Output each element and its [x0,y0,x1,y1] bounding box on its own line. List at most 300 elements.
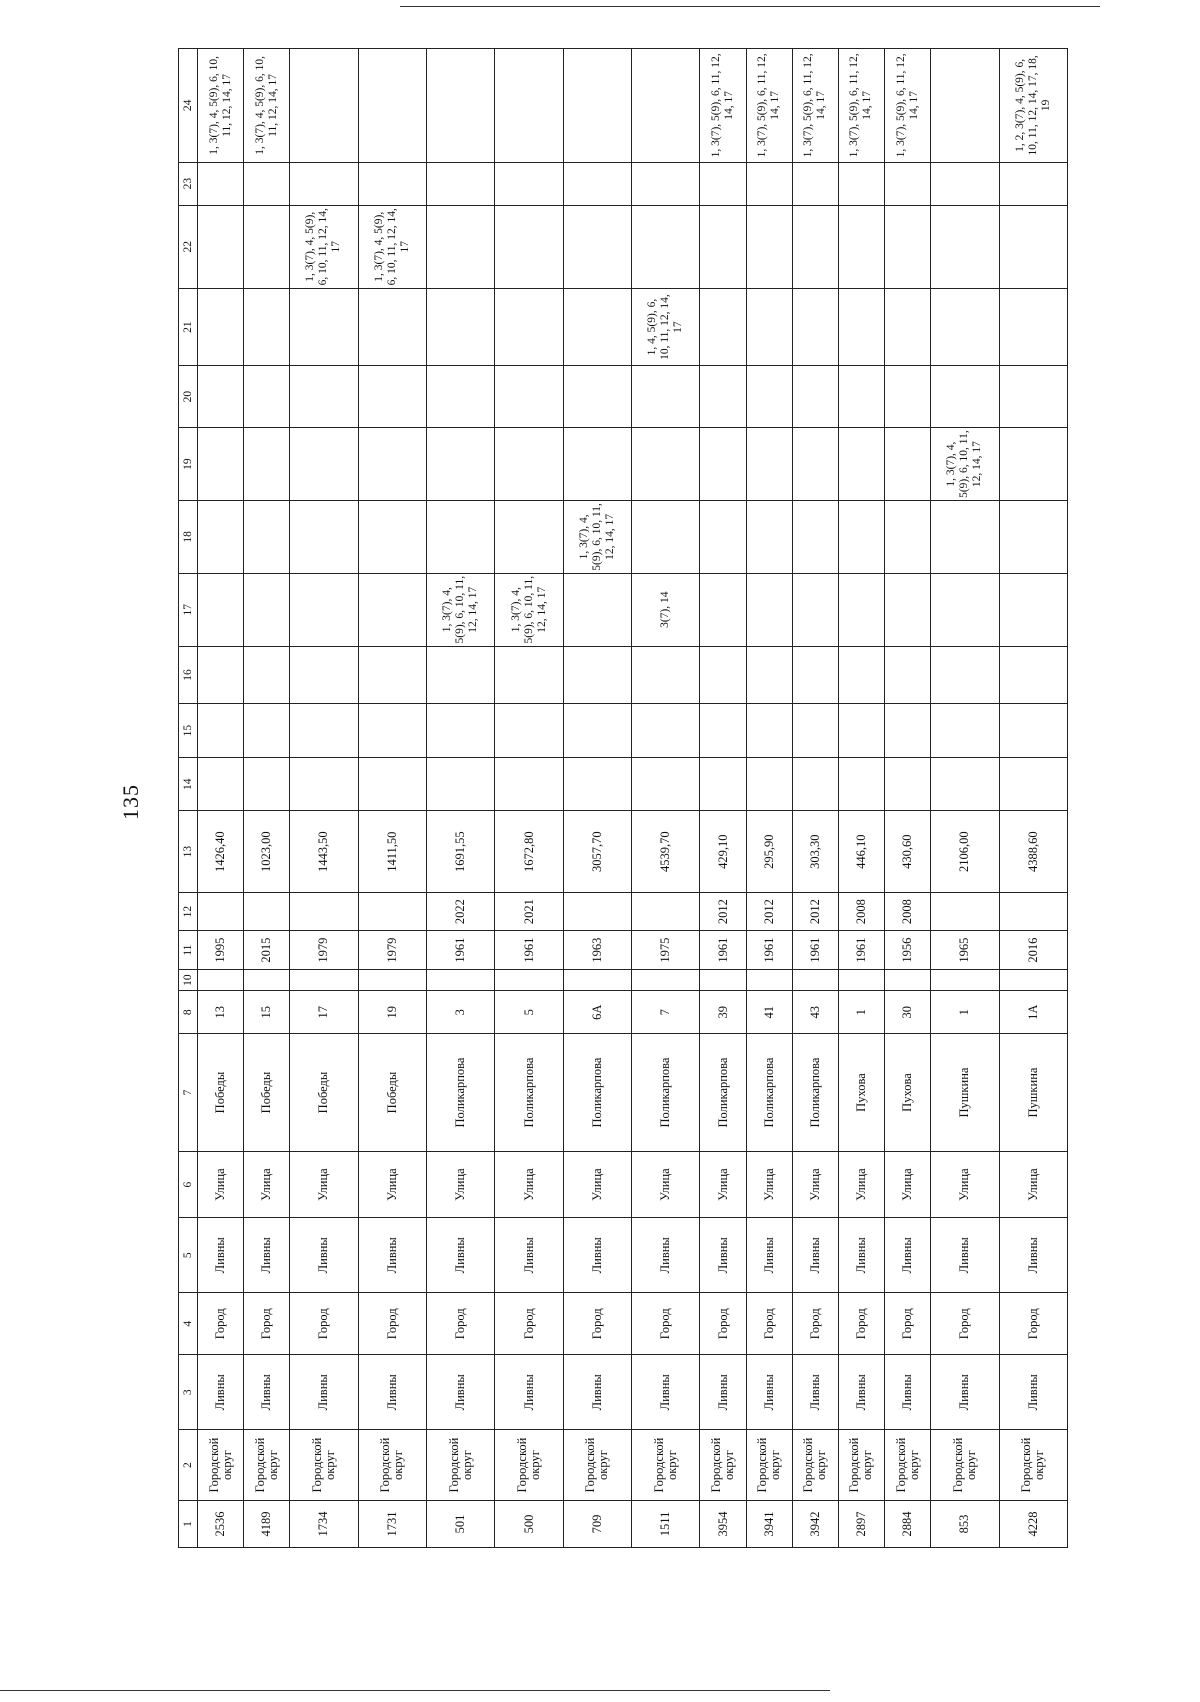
table-cell-col-7: Поликарпова [427,1034,495,1152]
table-cell-col-8: 5 [495,991,563,1034]
table-cell-col-17 [746,573,792,646]
table-cell-col-21 [495,289,563,366]
table-row [290,49,358,1548]
table-cell-col-19: 1, 3(7), 4, 5(9), 6, 10, 11, 12, 14, 17 [931,428,999,501]
table-cell-col-6: Улица [792,1151,838,1217]
table-cell-col-18 [198,501,244,574]
table-cell-col-21 [700,289,746,366]
table-cell-col-3: Ливны [198,1355,244,1430]
table-cell-col-14 [700,757,746,811]
table-cell-col-18 [495,501,563,574]
table-cell-col-11: 1961 [838,931,884,970]
table-cell-col-24 [931,49,999,163]
table-cell-col-18 [700,501,746,574]
table-cell-col-1: 1511 [632,1500,700,1547]
table-cell-col-22 [792,205,838,289]
table-cell-col-2: Городской округ [746,1430,792,1501]
table-cell-col-13: 1411,50 [358,811,426,892]
table-cell-col-8: 13 [198,991,244,1034]
table-cell-col-7: Победы [244,1034,290,1152]
column-header-10: 10 [179,969,198,990]
table-cell-col-23 [495,162,563,205]
table-cell-col-23 [792,162,838,205]
table-cell-col-24: 1, 3(7), 5(9), 6, 11, 12, 14, 17 [885,49,931,163]
table-row [885,49,931,1548]
table-cell-col-13: 446,10 [838,811,884,892]
table-cell-col-23 [746,162,792,205]
table-cell-col-1: 2536 [198,1500,244,1547]
table-cell-col-15 [290,704,358,758]
table-cell-col-6: Улица [999,1151,1068,1217]
table-cell-col-3: Ливны [632,1355,700,1430]
table-cell-col-3: Ливны [885,1355,931,1430]
table-cell-col-24: 1, 3(7), 5(9), 6, 11, 12, 14, 17 [700,49,746,163]
table-cell-col-6: Улица [358,1151,426,1217]
table-cell-col-8: 1 [931,991,999,1034]
table-cell-col-16 [931,646,999,704]
table-cell-col-16 [999,646,1068,704]
table-cell-col-15 [999,704,1068,758]
table-cell-col-17 [999,573,1068,646]
table-cell-col-18 [885,501,931,574]
table-cell-col-1: 3954 [700,1500,746,1547]
table-cell-col-8: 15 [244,991,290,1034]
table-cell-col-12: 2012 [700,892,746,931]
table-row [358,49,426,1548]
table-cell-col-13: 295,90 [746,811,792,892]
table-cell-col-2: Городской округ [563,1430,631,1501]
table-cell-col-16 [244,646,290,704]
table-cell-col-11: 2016 [999,931,1068,970]
table-cell-col-11: 1963 [563,931,631,970]
table-cell-col-10 [999,969,1068,990]
table-cell-col-1: 2897 [838,1500,884,1547]
table-cell-col-7: Поликарпова [563,1034,631,1152]
column-header-22: 22 [179,205,198,289]
table-cell-col-10 [563,969,631,990]
column-header-23: 23 [179,162,198,205]
table-cell-col-5: Ливны [358,1218,426,1293]
table-cell-col-21 [290,289,358,366]
table-cell-col-16 [885,646,931,704]
table-cell-col-23 [885,162,931,205]
table-cell-col-15 [700,704,746,758]
table-cell-col-23 [358,162,426,205]
table-cell-col-18 [838,501,884,574]
table-cell-col-4: Город [563,1293,631,1355]
table-cell-col-4: Город [198,1293,244,1355]
table-cell-col-24 [290,49,358,163]
table-cell-col-8: 1А [999,991,1068,1034]
table-cell-col-16 [632,646,700,704]
column-header-20: 20 [179,366,198,428]
table-cell-col-16 [290,646,358,704]
table-cell-col-10 [885,969,931,990]
table-cell-col-10 [700,969,746,990]
table-cell-col-3: Ливны [495,1355,563,1430]
table-cell-col-8: 6А [563,991,631,1034]
table-cell-col-3: Ливны [746,1355,792,1430]
table-cell-col-11: 1961 [427,931,495,970]
table-cell-col-12 [290,892,358,931]
table-cell-col-21 [244,289,290,366]
table-cell-col-6: Улица [244,1151,290,1217]
table-cell-col-14 [198,757,244,811]
table-cell-col-20 [838,366,884,428]
table-body [198,49,1068,1548]
table-cell-col-20 [999,366,1068,428]
column-header-5: 5 [179,1218,198,1293]
table-cell-col-7: Поликарпова [746,1034,792,1152]
table-cell-col-14 [427,757,495,811]
table-cell-col-5: Ливны [792,1218,838,1293]
table-cell-col-4: Город [746,1293,792,1355]
table-cell-col-1: 500 [495,1500,563,1547]
table-cell-col-10 [746,969,792,990]
table-cell-col-11: 1961 [495,931,563,970]
table-row [198,49,244,1548]
table-cell-col-6: Улица [632,1151,700,1217]
table-cell-col-5: Ливны [427,1218,495,1293]
table-cell-col-16 [792,646,838,704]
table-cell-col-20 [632,366,700,428]
table-cell-col-5: Ливны [198,1218,244,1293]
table-cell-col-6: Улица [885,1151,931,1217]
table-cell-col-13: 429,10 [700,811,746,892]
table-cell-col-11: 1965 [931,931,999,970]
table-cell-col-13: 1691,55 [427,811,495,892]
table-cell-col-7: Поликарпова [632,1034,700,1152]
table-cell-col-21 [885,289,931,366]
table-cell-col-16 [838,646,884,704]
table-cell-col-5: Ливны [244,1218,290,1293]
table-cell-col-12 [999,892,1068,931]
table-cell-col-4: Город [838,1293,884,1355]
table-cell-col-13: 2106,00 [931,811,999,892]
table-cell-col-4: Город [244,1293,290,1355]
table-cell-col-23 [931,162,999,205]
table-cell-col-23 [563,162,631,205]
table-cell-col-24 [632,49,700,163]
page-number: 135 [118,784,143,820]
table-cell-col-6: Улица [746,1151,792,1217]
table-cell-col-21 [563,289,631,366]
table-cell-col-4: Город [632,1293,700,1355]
table-cell-col-6: Улица [495,1151,563,1217]
table-cell-col-6: Улица [700,1151,746,1217]
table-cell-col-3: Ливны [792,1355,838,1430]
column-number-header [179,49,198,1548]
table-cell-col-6: Улица [427,1151,495,1217]
table-cell-col-3: Ливны [358,1355,426,1430]
table-cell-col-16 [198,646,244,704]
table-cell-col-23 [198,162,244,205]
table-cell-col-12: 2022 [427,892,495,931]
table-cell-col-22: 1, 3(7), 4, 5(9), 6, 10, 11, 12, 14, 17 [358,205,426,289]
table-cell-col-1: 4189 [244,1500,290,1547]
table-row [792,49,838,1548]
table-row [632,49,700,1548]
table-cell-col-13: 430,60 [885,811,931,892]
table-cell-col-8: 3 [427,991,495,1034]
table-cell-col-8: 7 [632,991,700,1034]
table-cell-col-13: 1426,40 [198,811,244,892]
table-cell-col-14 [244,757,290,811]
table-cell-col-2: Городской округ [427,1430,495,1501]
table-cell-col-19 [427,428,495,501]
table-cell-col-24: 1, 3(7), 5(9), 6, 11, 12, 14, 17 [746,49,792,163]
table-cell-col-5: Ливны [563,1218,631,1293]
table-cell-col-6: Улица [198,1151,244,1217]
table-cell-col-1: 501 [427,1500,495,1547]
table-cell-col-22 [999,205,1068,289]
table-cell-col-13: 1023,00 [244,811,290,892]
table-cell-col-4: Город [290,1293,358,1355]
table-cell-col-12 [244,892,290,931]
table-cell-col-12: 2012 [746,892,792,931]
table-cell-col-16 [358,646,426,704]
table-cell-col-14 [563,757,631,811]
table-cell-col-2: Городской округ [792,1430,838,1501]
table-cell-col-10 [495,969,563,990]
table-cell-col-19 [700,428,746,501]
table-cell-col-17 [358,573,426,646]
table-cell-col-17 [244,573,290,646]
table-cell-col-21 [746,289,792,366]
column-header-1: 1 [179,1500,198,1547]
table-cell-col-17 [838,573,884,646]
table-cell-col-17: 1, 3(7), 4, 5(9), 6, 10, 11, 12, 14, 17 [495,573,563,646]
table-cell-col-10 [427,969,495,990]
table-row [931,49,999,1548]
table-cell-col-12: 2008 [885,892,931,931]
table-cell-col-10 [632,969,700,990]
table-cell-col-11: 1961 [792,931,838,970]
column-header-7: 7 [179,1034,198,1152]
table-cell-col-3: Ливны [931,1355,999,1430]
table-cell-col-5: Ливны [838,1218,884,1293]
table-cell-col-2: Городской округ [495,1430,563,1501]
table-cell-col-3: Ливны [563,1355,631,1430]
column-header-17: 17 [179,573,198,646]
table-cell-col-22 [700,205,746,289]
table-cell-col-14 [792,757,838,811]
table-cell-col-19 [746,428,792,501]
table-cell-col-7: Поликарпова [700,1034,746,1152]
column-header-19: 19 [179,428,198,501]
table-cell-col-15 [244,704,290,758]
table-cell-col-19 [290,428,358,501]
table-cell-col-14 [931,757,999,811]
table-cell-col-18 [358,501,426,574]
table-cell-col-11: 1975 [632,931,700,970]
column-header-14: 14 [179,757,198,811]
table-cell-col-24 [495,49,563,163]
table-row [746,49,792,1548]
table-cell-col-5: Ливны [632,1218,700,1293]
table-cell-col-12 [632,892,700,931]
scan-edge-top [400,6,1100,7]
table-cell-col-14 [632,757,700,811]
table-row [563,49,631,1548]
table-cell-col-6: Улица [931,1151,999,1217]
table-cell-col-19 [198,428,244,501]
table-cell-col-22 [632,205,700,289]
table-cell-col-17 [931,573,999,646]
table-cell-col-21 [198,289,244,366]
table-cell-col-8: 39 [700,991,746,1034]
column-header-18: 18 [179,501,198,574]
table-cell-col-21 [358,289,426,366]
table-cell-col-15 [931,704,999,758]
table-cell-col-24: 1, 3(7), 4, 5(9), 6, 10, 11, 12, 14, 17 [244,49,290,163]
table-cell-col-8: 43 [792,991,838,1034]
table-cell-col-6: Улица [290,1151,358,1217]
table-row [999,49,1068,1548]
table-cell-col-3: Ливны [290,1355,358,1430]
table-cell-col-17 [290,573,358,646]
table-cell-col-21 [427,289,495,366]
column-header-2: 2 [179,1430,198,1501]
table-cell-col-24 [563,49,631,163]
table-cell-col-1: 1731 [358,1500,426,1547]
table-cell-col-19 [632,428,700,501]
table-cell-col-13: 3057,70 [563,811,631,892]
column-header-6: 6 [179,1151,198,1217]
table-cell-col-24: 1, 3(7), 4, 5(9), 6, 10, 11, 12, 14, 17 [198,49,244,163]
table-cell-col-5: Ливны [999,1218,1068,1293]
column-header-11: 11 [179,931,198,970]
table-cell-col-15 [632,704,700,758]
column-header-12: 12 [179,892,198,931]
table-cell-col-17 [198,573,244,646]
table-cell-col-12: 2008 [838,892,884,931]
table-cell-col-21: 1, 4, 5(9), 6, 10, 11, 12, 14, 17 [632,289,700,366]
table-cell-col-2: Городской округ [931,1430,999,1501]
table-cell-col-24: 1, 3(7), 5(9), 6, 11, 12, 14, 17 [792,49,838,163]
table-cell-col-13: 4388,60 [999,811,1068,892]
table-cell-col-1: 3941 [746,1500,792,1547]
table-cell-col-5: Ливны [885,1218,931,1293]
table-cell-col-21 [792,289,838,366]
table-row [495,49,563,1548]
table-cell-col-5: Ливны [700,1218,746,1293]
table-cell-col-22 [746,205,792,289]
table-cell-col-18 [746,501,792,574]
column-header-16: 16 [179,646,198,704]
table-row [838,49,884,1548]
table-cell-col-24: 1, 3(7), 5(9), 6, 11, 12, 14, 17 [838,49,884,163]
table-cell-col-20 [198,366,244,428]
table-cell-col-16 [427,646,495,704]
table-cell-col-2: Городской округ [999,1430,1068,1501]
table-cell-col-20 [358,366,426,428]
table-cell-col-23 [700,162,746,205]
table-cell-col-16 [746,646,792,704]
table-cell-col-2: Городской округ [244,1430,290,1501]
table-cell-col-19 [792,428,838,501]
table-cell-col-22 [838,205,884,289]
table-cell-col-1: 709 [563,1500,631,1547]
table-cell-col-5: Ливны [931,1218,999,1293]
table-cell-col-2: Городской округ [885,1430,931,1501]
table-cell-col-16 [700,646,746,704]
table-cell-col-11: 1961 [746,931,792,970]
table-cell-col-19 [244,428,290,501]
table-cell-col-3: Ливны [838,1355,884,1430]
table-cell-col-14 [746,757,792,811]
table-cell-col-2: Городской округ [838,1430,884,1501]
table-cell-col-8: 17 [290,991,358,1034]
column-header-4: 4 [179,1293,198,1355]
table-cell-col-24 [358,49,426,163]
table-cell-col-15 [427,704,495,758]
table-cell-col-17: 1, 3(7), 4, 5(9), 6, 10, 11, 12, 14, 17 [427,573,495,646]
table-cell-col-4: Город [495,1293,563,1355]
table-cell-col-14 [885,757,931,811]
table-cell-col-2: Городской округ [632,1430,700,1501]
table-cell-col-14 [290,757,358,811]
table-cell-col-6: Улица [838,1151,884,1217]
table-cell-col-14 [358,757,426,811]
table-cell-col-7: Поликарпова [792,1034,838,1152]
table-cell-col-18 [244,501,290,574]
table-cell-col-8: 30 [885,991,931,1034]
table-cell-col-11: 1979 [358,931,426,970]
table-cell-col-4: Город [427,1293,495,1355]
table-cell-col-4: Город [358,1293,426,1355]
table-cell-col-21 [999,289,1068,366]
table-cell-col-7: Пушкина [999,1034,1068,1152]
table-cell-col-10 [358,969,426,990]
table-cell-col-23 [838,162,884,205]
table-cell-col-17 [885,573,931,646]
table-cell-col-3: Ливны [244,1355,290,1430]
table-cell-col-23 [427,162,495,205]
table-cell-col-21 [838,289,884,366]
table-cell-col-15 [198,704,244,758]
table-cell-col-19 [999,428,1068,501]
table-cell-col-1: 2884 [885,1500,931,1547]
table-cell-col-8: 41 [746,991,792,1034]
table-cell-col-16 [563,646,631,704]
column-header-15: 15 [179,704,198,758]
table-cell-col-19 [495,428,563,501]
table-cell-col-19 [885,428,931,501]
table-cell-col-12 [358,892,426,931]
table-cell-col-10 [198,969,244,990]
table-cell-col-20 [792,366,838,428]
table-cell-col-3: Ливны [427,1355,495,1430]
table-cell-col-7: Поликарпова [495,1034,563,1152]
table-cell-col-15 [838,704,884,758]
table-cell-col-11: 1979 [290,931,358,970]
table-cell-col-23 [244,162,290,205]
table-cell-col-8: 1 [838,991,884,1034]
table-cell-col-22 [244,205,290,289]
table-cell-col-12: 2012 [792,892,838,931]
table-cell-col-20 [931,366,999,428]
table-cell-col-10 [838,969,884,990]
table-cell-col-12: 2021 [495,892,563,931]
table-row [427,49,495,1548]
table-cell-col-23 [632,162,700,205]
table-cell-col-12 [198,892,244,931]
table-cell-col-11: 1956 [885,931,931,970]
table-cell-col-15 [792,704,838,758]
table-cell-col-22 [495,205,563,289]
table-cell-col-23 [290,162,358,205]
